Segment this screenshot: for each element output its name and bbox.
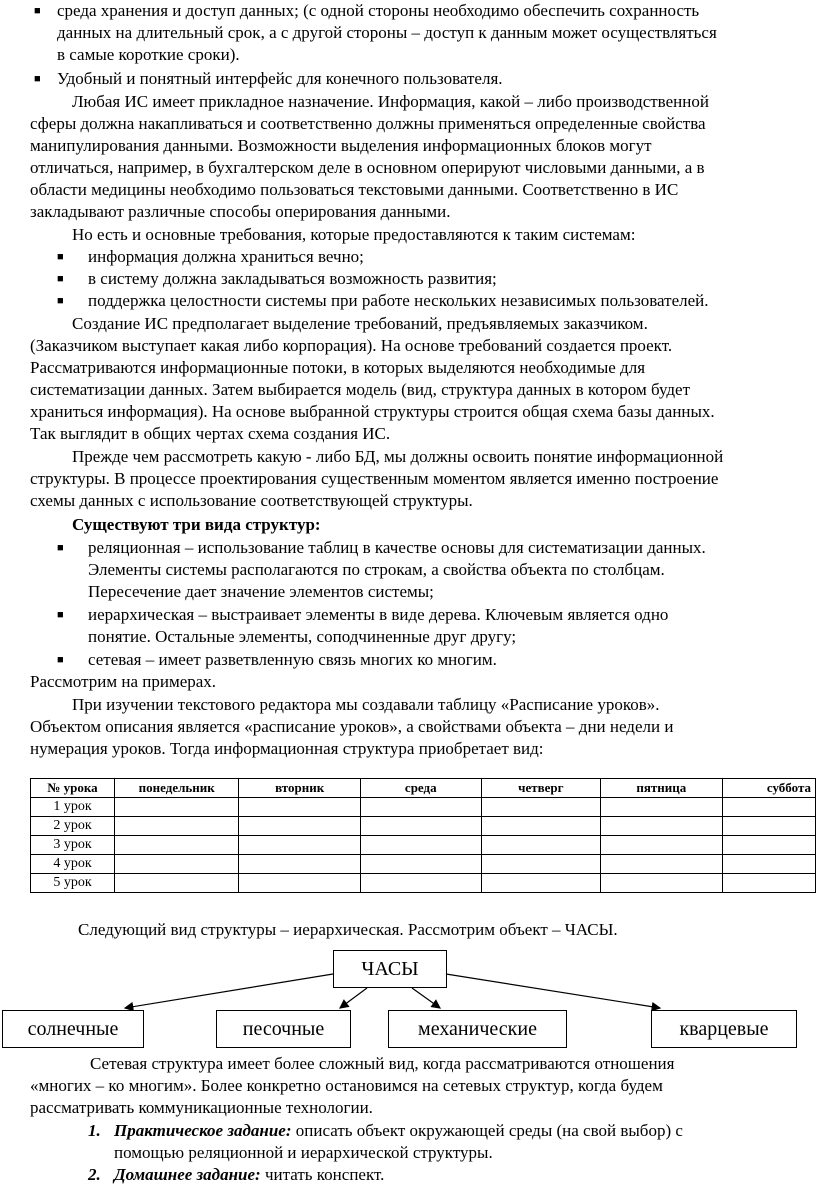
table-cell: 4 урок [31, 855, 115, 874]
structure-item-cont: Пересечение дает значение элементов системы; [88, 582, 434, 601]
requirement-item: поддержка целостности системы при работе нескольких независимых пользователей. [88, 291, 709, 310]
task-text: читать конспект. [260, 1165, 385, 1184]
bullet-text: среда хранения и доступ данных; (с одной стороны необходимо обеспечить сохранность [57, 1, 700, 20]
paragraph-line: нумерация уроков. Тогда информационная структура приобретает вид: [30, 739, 544, 758]
bullet-icon: ■ [57, 542, 64, 554]
paragraph-line: Рассматриваются информационные потоки, в которых выделяются необходимые для [30, 358, 646, 377]
structure-item-cont: понятие. Остальные элементы, соподчиненные друг другу; [88, 627, 517, 646]
tree-root-node: ЧАСЫ [333, 950, 447, 988]
paragraph-line: рассматривать коммуникационные технологии. [30, 1098, 373, 1117]
bullet-icon: ■ [57, 295, 64, 307]
tree-arrow [412, 988, 440, 1008]
tree-child-node: механические [388, 1010, 567, 1048]
bullet-icon: ■ [57, 654, 64, 666]
table-header-cell: суббота [722, 779, 815, 798]
paragraph-line: Любая ИС имеет прикладное назначение. Информация, какой – либо производственной [72, 92, 709, 111]
requirement-item: информация должна храниться вечно; [88, 247, 364, 266]
bullet-icon: ■ [34, 5, 41, 17]
tree-child-node: солнечные [2, 1010, 144, 1048]
structure-item: реляционная – использование таблиц в качестве основы для систематизации данных. [88, 538, 706, 557]
task-label: Домашнее задание: [114, 1165, 261, 1184]
hierarchy-intro: Следующий вид структуры – иерархическая. Рассмотрим объект – ЧАСЫ. [78, 920, 618, 939]
task-text: описать объект окружающей среды (на свой выбор) с [291, 1121, 683, 1140]
paragraph-line: манипулирования данными. Возможности выделения информационных блоков могут [30, 136, 652, 155]
table-header-cell: пятница [601, 779, 722, 798]
structures-heading: Существуют три вида структур: [72, 515, 321, 534]
bullet-icon: ■ [57, 609, 64, 621]
bullet-icon: ■ [34, 73, 41, 85]
paragraph-line: Сетевая структура имеет более сложный вид, когда рассматриваются отношения [90, 1054, 675, 1073]
paragraph-line: Прежде чем рассмотреть какую - либо БД, мы должны освоить понятие информационной [72, 447, 724, 466]
structure-item-cont: Элементы системы располагаются по строкам, а свойства объекта по столбцам. [88, 560, 665, 579]
tree-arrow [340, 988, 367, 1008]
examples-line: Рассмотрим на примерах. [30, 672, 217, 691]
paragraph-line: (Заказчиком выступает какая либо корпорация). На основе требований создается проект. [30, 336, 673, 355]
paragraph-line: Создание ИС предполагает выделение требований, предъявляемых заказчиком. [72, 314, 648, 333]
bullet-icon: ■ [57, 251, 64, 263]
paragraph-line: Объектом описания является «расписание уроков», а свойствами объекта – дни недели и [30, 717, 674, 736]
tree-arrow [125, 974, 333, 1008]
paragraph-line: области медицины необходимо пользоваться текстовыми данными. Соответственно в ИС [30, 180, 679, 199]
paragraph-line: схемы данных с использование соответствующей структуры. [30, 491, 473, 510]
table-cell: 1 урок [31, 798, 115, 817]
table-cell: 5 урок [31, 874, 115, 893]
tree-arrow [446, 974, 660, 1008]
paragraph-line: храниться информация). На основе выбранной структуры строится общая схема базы данных. [30, 402, 715, 421]
structure-item: иерархическая – выстраивает элементы в виде дерева. Ключевым является одно [88, 605, 669, 624]
table-header-cell: № урока [31, 779, 115, 798]
task-label: Практическое задание: [114, 1121, 292, 1140]
paragraph-line: закладывают различные способы оперирования данными. [30, 202, 451, 221]
paragraph-line: отличаться, например, в бухгалтерском деле в основном оперируют числовыми данными, а в [30, 158, 705, 177]
task-line [114, 1164, 384, 1186]
table-header-cell: вторник [239, 779, 360, 798]
paragraph-line: систематизации данных. Затем выбирается модель (вид, структура данных в котором будет [30, 380, 691, 399]
bullet-icon: ■ [57, 273, 64, 285]
paragraph-line: При изучении текстового редактора мы создавали таблицу «Расписание уроков». [72, 695, 660, 714]
paragraph-line: «многих – ко многим». Более конкретно остановимся на сетевых структур, когда будем [30, 1076, 663, 1095]
paragraph-line: структуры. В процессе проектирования существенным моментом является именно построение [30, 469, 719, 488]
bullet-text-cont: в самые короткие сроки). [57, 45, 240, 64]
table-cell: 2 урок [31, 817, 115, 836]
paragraph-line: Но есть и основные требования, которые предоставляются к таким системам: [72, 225, 636, 244]
task-text-cont: помощью реляционной и иерархической структуры. [114, 1143, 493, 1162]
table-cell: 3 урок [31, 836, 115, 855]
bullet-text: Удобный и понятный интерфейс для конечного пользователя. [57, 69, 503, 88]
table-header-cell: среда [360, 779, 481, 798]
paragraph-line: Так выглядит в общих чертах схема создания ИС. [30, 424, 391, 443]
tree-child-node: песочные [216, 1010, 351, 1048]
task-number: 1. [88, 1121, 101, 1140]
requirement-item: в систему должна закладываться возможность развития; [88, 269, 497, 288]
table-header-cell: четверг [481, 779, 600, 798]
task-line [114, 1120, 683, 1142]
task-number: 2. [88, 1165, 101, 1184]
tree-child-node: кварцевые [651, 1010, 797, 1048]
structure-item: сетевая – имеет разветвленную связь многих ко многим. [88, 650, 497, 669]
paragraph-line: сферы должна накапливаться и соответственно должны применяться определенные свойства [30, 114, 706, 133]
table-header-cell: понедельник [115, 779, 239, 798]
bullet-text-cont: данных на длительный срок, а с другой стороны – доступ к данным может осуществляться [57, 23, 717, 42]
